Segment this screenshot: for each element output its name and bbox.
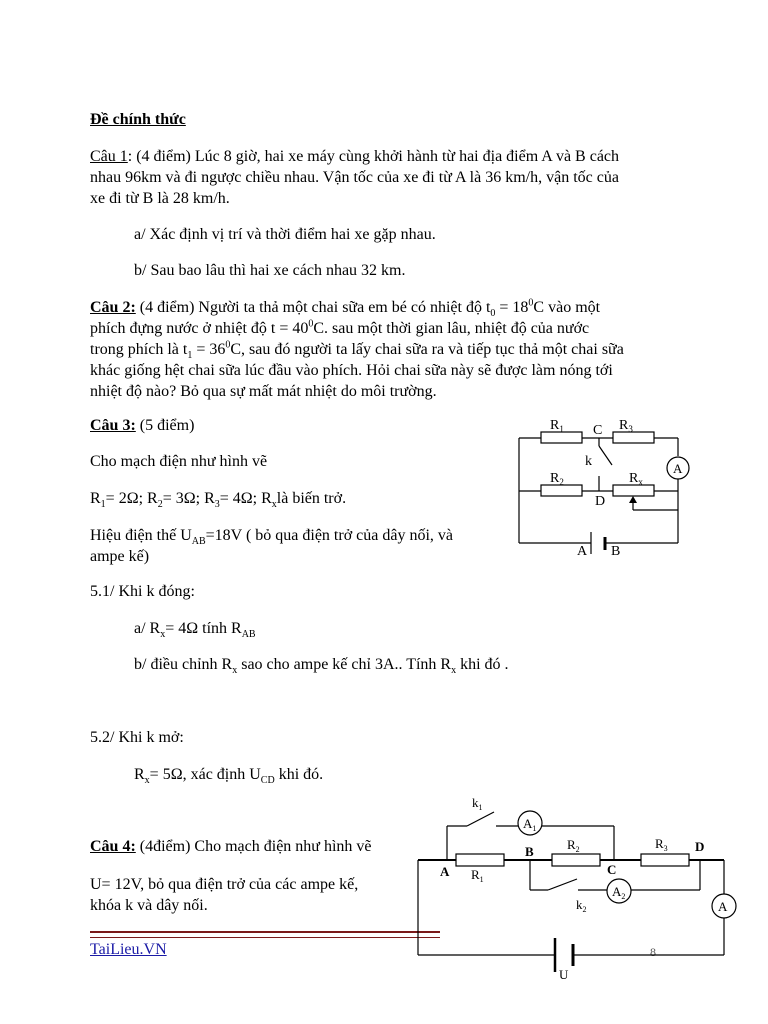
page-title: Đề chính thức — [90, 111, 186, 128]
q3-section-5-2: 5.2/ Khi k mở: — [90, 729, 184, 746]
q4-text: U= 12V, bỏ qua điện trở của các ampe kế, — [90, 876, 359, 893]
question-1 — [90, 146, 690, 209]
q3-part-b — [134, 655, 509, 675]
label-r2: $R_2$ — [567, 837, 580, 854]
q3-section-5-1: 5.1/ Khi k đóng: — [90, 583, 195, 600]
ammeter-a1-label: $A_1$ — [523, 816, 537, 833]
footer-rule — [90, 931, 440, 938]
q1-text-line1: : (4 điểm) Lúc 8 giờ, hai xe máy cùng khởi hành từ hai địa điểm A và B cách — [127, 148, 620, 165]
q3-resistors — [90, 489, 346, 509]
q2-text: = 18 — [495, 299, 529, 316]
q3-sub: 3 — [214, 499, 220, 511]
label-node-d: D — [695, 839, 705, 854]
q2-sub: 1 — [187, 350, 193, 362]
q3-sub: 2 — [157, 499, 163, 511]
label-node-c: C — [607, 862, 617, 877]
label-node-b: B — [525, 844, 534, 859]
q3-sub: AB — [241, 629, 256, 641]
q3-sub: x — [144, 775, 150, 787]
q4-text: khóa k và dây nối. — [90, 897, 208, 914]
q3-text: Hiệu điện thế U — [90, 527, 192, 544]
label-node-a: A — [440, 864, 450, 879]
q3-text: khi đó. — [274, 766, 324, 783]
q2-text: C, sau đó người ta lấy chai sữa ra và tiếp tục thả một chai sữa — [230, 341, 624, 358]
q2-text: (4 điểm) Người ta thả một chai sữa em bé có nhiệt độ t — [135, 299, 491, 316]
q2-text: = 36 — [192, 341, 226, 358]
q3-part-c — [134, 765, 323, 785]
q2-text: nhiệt độ nào? Bỏ qua sự mất mát nhiệt do môi trường. — [90, 383, 437, 400]
q3-sub: 1 — [100, 499, 106, 511]
q3-sub: x — [271, 499, 277, 511]
label-node-b: B — [611, 544, 621, 559]
ammeter-a-label: A — [673, 461, 683, 476]
q3-text: là biến trở. — [276, 490, 347, 507]
q2-text: khác giống hệt chai sữa lúc đầu vào phích. Hỏi chai sữa này sẽ được làm nóng tới — [90, 362, 613, 379]
q3-text: a/ R — [134, 620, 161, 637]
label-node-a: A — [577, 544, 588, 559]
ammeter-a-label: A — [718, 899, 728, 914]
label-u: U — [559, 967, 569, 982]
q3-text: = 5Ω, xác định U — [149, 766, 261, 783]
q4-text: (4điểm) Cho mạch điện như hình vẽ — [135, 838, 372, 855]
q3-sub: x — [160, 629, 166, 641]
q3-voltage — [90, 525, 453, 567]
q3-text: khi đó . — [456, 656, 509, 673]
q2-text: C. sau một thời gian lâu, nhiệt độ của nước — [313, 320, 590, 337]
q2-text: phích đựng nước ở nhiệt độ t = 40 — [90, 320, 309, 337]
circuit-diagram-q3 — [505, 410, 705, 560]
q3-text: =18V ( bỏ qua điện trở của dây nối, và — [205, 527, 454, 544]
q2-sup: 0 — [225, 339, 231, 351]
q2-sub: 0 — [490, 308, 496, 320]
q4-label: Câu 4: — [90, 838, 136, 855]
q4-conditions — [90, 874, 358, 916]
label-k2: $k_2$ — [576, 897, 587, 914]
q3-text: = 2Ω; R — [105, 490, 158, 507]
q2-text: trong phích là t — [90, 341, 188, 358]
label-c: C — [593, 423, 603, 438]
q1-label: Câu 1 — [90, 148, 128, 165]
q2-sup: 0 — [528, 297, 534, 309]
label-r2: $R_2$ — [550, 471, 564, 487]
q3-points: (5 điểm) — [135, 417, 195, 434]
q3-text: b/ điều chỉnh R — [134, 656, 233, 673]
question-3-heading — [90, 416, 194, 436]
q3-sub: AB — [191, 536, 206, 548]
label-r3: $R_3$ — [619, 418, 633, 434]
q3-text: ampe kế) — [90, 548, 150, 565]
q3-text: = 4Ω; R — [219, 490, 272, 507]
label-d: D — [595, 494, 606, 509]
circuit-diagram-q4 — [410, 790, 750, 990]
q3-text: = 4Ω tính R — [165, 620, 242, 637]
label-k: k — [585, 454, 592, 469]
label-r3: $R_3$ — [655, 836, 668, 853]
q3-text: sao cho ampe kế chỉ 3A.. Tính R — [237, 656, 452, 673]
q1-text-line2: nhau 96km và đi ngược chiều nhau. Vận tốc của xe đi từ A là 36 km/h, vận tốc của — [90, 169, 619, 186]
q2-text: C vào một — [533, 299, 601, 316]
q1-text-line3: xe đi từ B là 28 km/h. — [90, 190, 230, 207]
q3-label: Câu 3: — [90, 417, 136, 434]
question-2 — [90, 297, 690, 402]
q3-sub: CD — [260, 775, 275, 787]
footer-link[interactable] — [90, 940, 167, 960]
page-number: 8 — [650, 945, 656, 959]
q2-label: Câu 2: — [90, 299, 136, 316]
q3-text: R — [90, 490, 101, 507]
label-k1: $k_1$ — [472, 795, 483, 812]
q3-intro: Cho mạch điện như hình vẽ — [90, 453, 268, 470]
q1-part-a: a/ Xác định vị trí và thời điểm hai xe gặp nhau. — [134, 226, 436, 243]
label-r1: $R_1$ — [471, 867, 484, 884]
q3-text: R — [134, 766, 145, 783]
question-4-heading — [90, 837, 372, 857]
q3-sub: x — [232, 665, 238, 677]
ammeter-a2-label: $A_2$ — [612, 884, 626, 901]
footer-link-text[interactable]: TaiLieu.VN — [90, 941, 167, 958]
q2-sup: 0 — [308, 318, 314, 330]
q3-part-a — [134, 619, 256, 639]
label-r1: $R_1$ — [550, 418, 564, 434]
label-rx: $R_x$ — [629, 471, 643, 487]
q3-sub: x — [451, 665, 457, 677]
q1-part-b: b/ Sau bao lâu thì hai xe cách nhau 32 km. — [134, 262, 406, 279]
q3-text: = 3Ω; R — [162, 490, 215, 507]
